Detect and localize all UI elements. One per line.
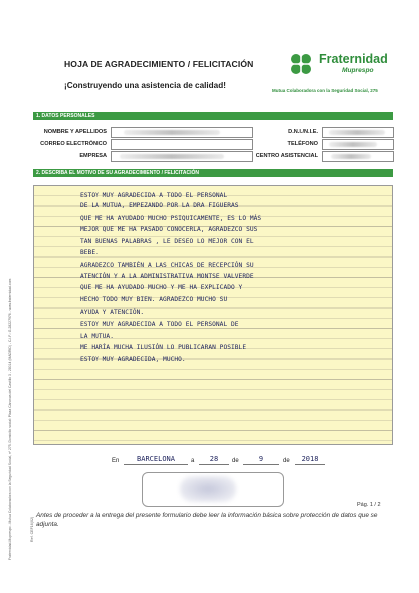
center-label: CENTRO ASISTENCIAL [255,153,318,159]
date-en-label: En [112,458,120,464]
company-label: EMPRESA [79,153,107,159]
privacy-notice: Antes de proceder a la entrega del presente formulario debe leer la información básica sobre protección de datos que se adjunta. [36,512,378,528]
dni-field[interactable] [322,127,394,138]
handwriting-line: ATENCIÓN Y A LA ADMINISTRATIVA MONTSE VALVERDE [80,273,254,280]
name-label: NOMBRE Y APELLIDOS [43,129,107,135]
date-month-field[interactable]: 9 [243,455,279,465]
center-field[interactable] [322,151,394,162]
handwriting-line: AYUDA Y ATENCIÓN. [80,309,145,316]
signature-blur [180,476,236,502]
dni-label: D.N.I./N.I.E. [288,129,318,135]
phone-field[interactable] [322,139,394,150]
handwriting-line: DE LA MUTUA, EMPEZANDO POR LA DRA FIGUERAS [80,202,239,209]
date-a-label: a [191,458,195,464]
brand-logo [286,50,396,80]
date-de2-label: de [283,458,290,464]
handwriting-line: LA MUTUA. [80,333,114,340]
date-city-field[interactable]: BARCELONA [124,455,188,465]
handwriting-line: ESTOY MUY AGRADECIDA A TODO EL PERSONAL [80,192,228,199]
name-field[interactable] [111,127,253,138]
phone-label: TELÉFONO [287,141,318,147]
clover-logo-icon [286,50,316,78]
brand-subname: Muprespo [342,67,374,74]
date-de1-label: de [232,458,239,464]
page-number: Pág. 1 / 2 [357,502,381,508]
handwriting-line: QUE ME HA AYUDADO MUCHO PSIQUICAMENTE, ES LO MÁS [80,215,262,222]
reference-code: Ref. CEF16(02) [30,516,34,542]
email-label: CORREO ELECTRÓNICO [40,141,107,147]
handwriting-line: ME HARÍA MUCHA ILUSIÓN LO PUBLICARAN POSIBLE [80,344,247,351]
handwriting-line: AGRADEZCO TAMBIÉN A LAS CHICAS DE RECEPCIÓN SU [80,262,254,269]
document-subtitle: ¡Construyendo una asistencia de calidad! [64,81,226,90]
handwriting-line: TAN BUENAS PALABRAS , LE DESEO LO MEJOR CON EL [80,238,254,245]
handwriting-line: ESTOY MUY AGRADECIDA A TODO EL PERSONAL DE [80,321,239,328]
handwriting-line: HECHO TODO MUY BIEN. AGRADEZCO MUCHO SU [80,296,228,303]
handwriting-line: BEBE. [80,249,99,256]
company-field[interactable] [111,151,253,162]
handwriting-line: MEJOR QUE ME HA PASADO CONOCERLA, AGRADEZCO SUS [80,226,258,233]
brand-tagline: Mutua Colaboradora con la Seguridad Social, 275 [272,88,378,93]
section-personal-header: 1. DATOS PERSONALES [33,112,393,120]
document-title: HOJA DE AGRADECIMIENTO / FELICITACIÓN [64,59,254,69]
brand-name: Fraternidad [319,52,388,66]
email-field[interactable] [111,139,253,150]
date-day-field[interactable]: 28 [199,455,229,465]
handwriting-line: QUE ME HA AYUDADO MUCHO Y ME HA EXPLICADO Y [80,284,243,291]
side-legal-text: Fraternidad-Muprespo - Mutua Colaboradora con la Seguridad Social, nº 275. Domicilio social: Plaza Cánovas del Castillo 3 - 28014 (MADRID) - C.I.F.: G-28227976 - www.fraternidad.com [8,278,12,560]
date-year-field[interactable]: 2018 [295,455,325,465]
handwriting-line: ESTOY MUY AGRADECIDA, MUCHO. [80,356,186,363]
section-reason-header: 2. DESCRIBA EL MOTIVO DE SU AGRADECIMIENTO / FELICITACIÓN [33,169,393,177]
